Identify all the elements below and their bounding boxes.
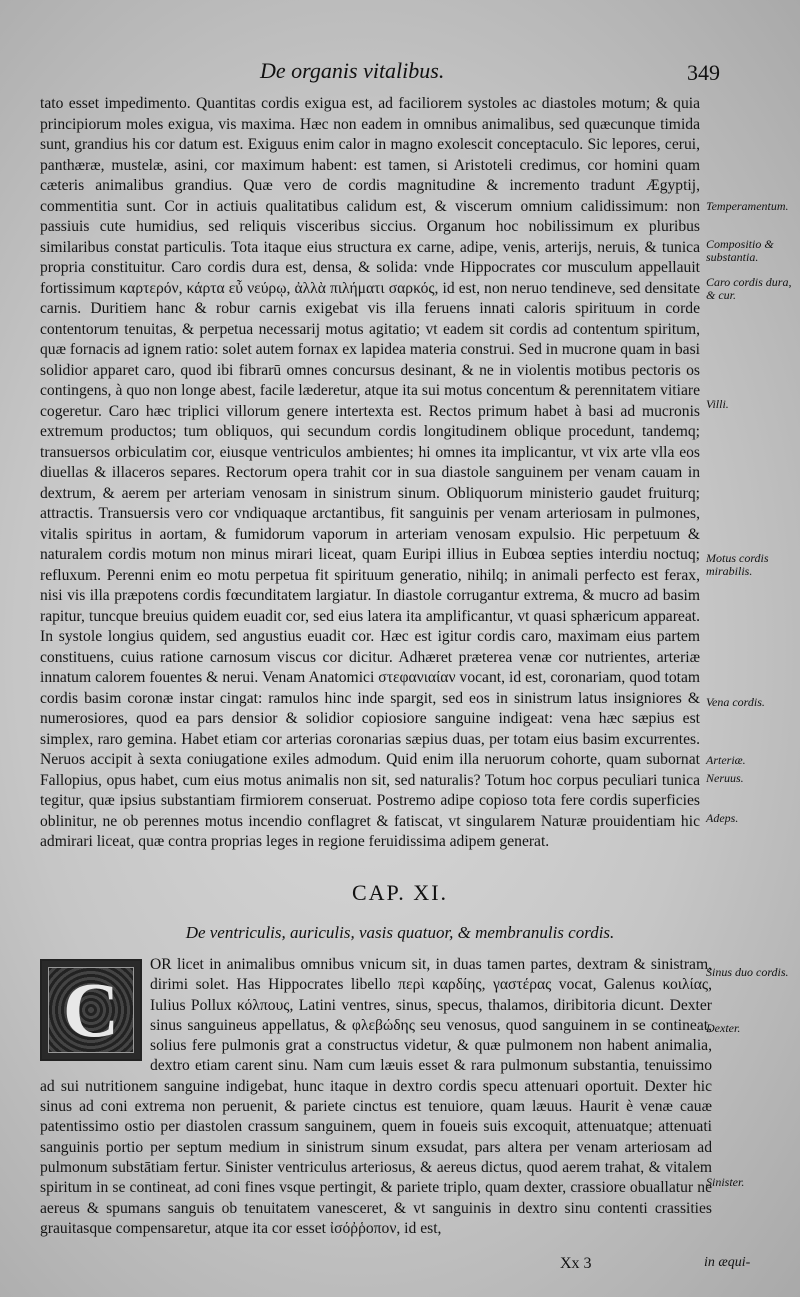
margin-note: Neruus. <box>706 771 744 785</box>
chapter-paragraph: OR licet in animalibus omnibus vnicum sit, in duas tamen partes, dextram & sinistram, dirimi solet. Has Hippocrates libello περὶ καρδίης, γαστέρας vocat, Galenus κοιλίας, Iulius Pollux κόλπους, Latini ventres, sinus, specus, thalamos, diribitoria dicunt. Dexter sinus sanguineus appellatus, & φλεβώδης seu venosus, quod sanguinem in se contineat, solius fere pulmonis grat a constructus videtur, & quæ pulmonem non habent animalia, dextro etiam carent sinu. Nam cum læuis esset & rara pulmonum substantia, tenuissimo ad sui nutritionem sanguine indigebat, hunc itaque in dextro cordis specu attenuari oportuit. Dexter hic sinus ad coni extrema non peruenit, & pariete cinctus est tenuiore, quam læuus. Haurit è venæ cauæ patentissimo ostio per diastolen crassum sanguinem, quem in foueis suis excoquit, attenuatque; attenuati sanguinis portio per septum medium in sinistrum sinum exsudat, pars altera per venam arteriosam ad pulmonum substātiam fertur. Sinister ventriculus arteriosus, & aereus dictus, quod aerem trahat, & vitalem spiritum in se contineat, ad coni fines vsque pertingit, & pariete triplo, quam dexter, crassiore obuallatur ne aereus & spumans sanguis ob tenuitatem vanesceret, & vt sanguinis in dextro sinu contenti crassities grauitasque compensaretur, atque ita cor esset ἰσόῤῥοπον, id est, <box>40 956 712 1237</box>
body-text <box>40 94 700 853</box>
margin-note: Temperamentum. <box>706 199 789 213</box>
margin-note: Arteriæ. <box>706 753 746 767</box>
margin-note: Motus cordis mirabilis. <box>706 551 769 578</box>
page-header <box>260 58 720 88</box>
margin-note: Sinus duo cordis. <box>706 965 789 979</box>
margin-note: Compositio & substantia. <box>706 237 774 264</box>
margin-note: Dexter. <box>706 1021 741 1035</box>
margin-note: Adeps. <box>706 811 739 825</box>
margin-note: Vena cordis. <box>706 695 765 709</box>
signature-mark: Xx 3 <box>560 1255 592 1272</box>
decorated-initial <box>40 959 142 1061</box>
catchword: in æqui- <box>704 1255 751 1270</box>
chapter-title: De ventriculis, auriculis, vasis quatuor, & membranulis cordis. <box>185 923 615 942</box>
page-number: 349 <box>687 60 720 85</box>
chapter-heading: CAP. XI. <box>351 880 449 905</box>
margin-note: Sinister. <box>706 1175 745 1189</box>
margin-note: Caro cordis dura, & cur. <box>706 275 792 302</box>
chapter-body <box>40 955 712 1239</box>
margin-note: Villi. <box>706 397 729 411</box>
running-title: De organis vitalibus. <box>260 58 445 83</box>
initial-letter: C <box>62 965 120 1053</box>
body-paragraph: tato esset impedimento. Quantitas cordis exigua est, ad faciliorem systoles ac diastoles motum; & quia principiorum moles exigua, vis maxima. Hæc non eadem in omnibus animalibus, sed quæcunque timida sunt, grandius his cor datum est. Exiguus enim calor in magno exolescit conceptaculo. Sic lepores, cerui, panthæræ, mustelæ, asini, cor maximum habent: est tamen, si Aristoteli credimus, cor homini quam cæteris animalibus grandius. Quæ vero de cordis magnitudine & incremento tradunt Ægyptij, commentitia sunt. Cor in actiuis qualitatibus calidum est, & viscerum omnium calidissimum: non passiuis cute humidius, sed reliquis visceribus siccius. Organum hoc nobilissimum ex pluribus similaribus constat particulis. Tota itaque eius structura ex carne, adipe, venis, arterijs, neruis, & tunica propria constituitur. Caro cordis dura est, densa, & solida: vnde Hippocrates cor musculum appellauit fortissimum καρτερόν, κάρτα εὖ νεύρῳ, ἀλλὰ πιλήματι σαρκός, id est, non neruo tendineve, sed densitate carnis. Duritiem hanc & robur carnis exigebat vis illa feruens innati caloris spirituum in corde contentorum tenuitas, & perpetua necessarij motus agitatio; vt eadem sit cordis ad contentum spiritum, quæ fornacis ad ignem ratio: solet autem fornax ex lapidea materia construi. Sed in mucrone quam in basi solidior apparet caro, quod ibi fibrarū omnes concursus desinant, & ne in violentis motibus pectoris os contingens, à quo non longe abest, facile læderetur, atque ita sui motus concentum & perennitatem vitiare cogeretur. Caro hæc triplici villorum genere intertexta est. Rectos primum habet à basi ad mucronis extremum productos; tum obliquos, qui secundum cordis longitudinem oblique procedunt, tandemq; transuersos orbiculatim cor, eiusque ventriculos ambientes; hi omnes ita implicantur, vt vix arte vlla eos diuellas & illaceros separes. Rectorum opera trahit cor in sua diastole sanguinem per venam cauam in dextrum, & aerem per arteriam venosam in sinistrum sinum. Obliquorum ministerio gaudet fruiturq; attractis. Transuersis vero cor vndiquaque arctantibus, fit sanguinis per venam arteriosam in pulmones, vitalis spiritus in aortam, & fumidorum vaporum in arteriam venosam expulsio. Hic perpetuum & naturalem cordis motum non minus mirari liceat, quam Euripi illius in Eubœa septies interdiu noctuq; refluxum. Perenni enim eo motu perpetua fit spirituum generatio, nihilq; in animali perfecto est ferax, nisi vis illa præpotens cordis fœcunditatem largiatur. In diastole corrugantur extrema, & mucro ad basim rapitur, tuncque breuius quidem euadit cor, sed eius latera ita amplificantur, vt quasi sphæricum appareat. In systole longius quidem, sed angustius euadit cor. Hæc est igitur cordis caro, maximam eius partem constituens, cuius ratione carnosum viscus cor dicitur. Adhæret præterea venæ cor nutrientes, arteriæ innatum calorem fouentes & nerui. Venam Anatomici στεφανιαίαν vocant, id est, coronariam, quod totam cordis basim coronæ instar cingat: ramulos hinc inde spargit, sed eos in sinistrum latus insigniores & numerosiores, quod ea pars densior & solidior copiosiore sanguine indigeat: vena hæc sæpius est simplex, raro gemina. Habet etiam cor arterias coronarias sæpius duas, per totam eius basim excurrentes. Neruos accipit à sexta coniugatione exiles admodum. Quid enim illa neruorum cohorte, quam subornat Fallopius, opus habet, cum eius motus animalis non sit, sed naturalis? Totum hoc corpus peculiari tunica tegitur, quæ ipsius substantiam firmiorem conseruat. Postremo adipe copioso tota fere cordis superficies oblinitur, ne ob perennes motus incendio conflagret & fatiscat, vt singularem Naturæ prouidentiam hic admirari liceat, quæ contra proprias leges in regione feruidissima adipem generat. <box>40 95 700 850</box>
